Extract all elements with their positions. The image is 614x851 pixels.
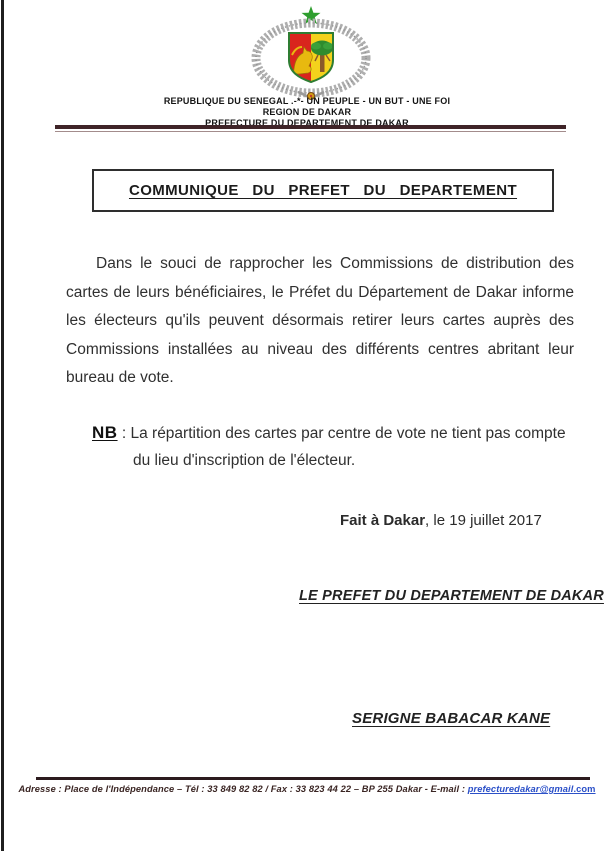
letterhead-line-prefecture: PREFECTURE DU DEPARTEMENT DE DAKAR — [205, 117, 409, 128]
footer-email-suffix: .com — [573, 784, 596, 794]
date-place: Fait à Dakar — [340, 512, 426, 529]
letterhead — [0, 96, 614, 128]
nb-label: NB — [92, 423, 118, 442]
letterhead-line-republic: REPUBLIQUE DU SENEGAL .-*- UN PEUPLE - UN BUT - UNE FOI — [163, 96, 451, 106]
signature-role: LE PREFET DU DEPARTEMENT DE DAKAR — [299, 588, 604, 604]
nb-note — [92, 419, 592, 474]
letterhead-line-region: REGION DE DAKAR — [262, 106, 352, 117]
document-title: COMMUNIQUE DU PREFET DU DEPARTEMENT — [128, 182, 518, 199]
date-line — [340, 512, 542, 529]
title-box — [92, 169, 554, 212]
footer-address-text: Adresse : Place de l'Indépendance – Tél : 33 849 82 82 / Fax : 33 823 44 22 – BP 255 Dakar - E-mail : — [18, 784, 468, 794]
body-paragraph: Dans le souci de rapprocher les Commissions de distribution des cartes de leurs bénéficiaires, le Préfet du Département de Dakar informe les électeurs qu'ils peuvent désormais retirer leurs cartes auprès des Commissions installées au niveau des différents centres abritant leur bureau de vote. — [66, 255, 574, 386]
nb-line1 — [92, 419, 592, 447]
nb-line1-text: : La répartition des cartes par centre de vote ne tient pas compte — [117, 425, 566, 442]
footer-email-link[interactable] — [468, 784, 596, 794]
footer-email-text: prefecturedakar@gmail — [467, 784, 574, 794]
date-text: , le 19 juillet 2017 — [425, 512, 542, 529]
header-divider — [55, 125, 566, 132]
senegal-coat-of-arms-icon — [236, 3, 386, 98]
signature-name: SERIGNE BABACAR KANE — [352, 710, 551, 727]
nb-line2: du lieu d'inscription de l'électeur. — [133, 452, 356, 469]
footer-divider — [36, 777, 590, 780]
footer-address — [0, 784, 614, 794]
